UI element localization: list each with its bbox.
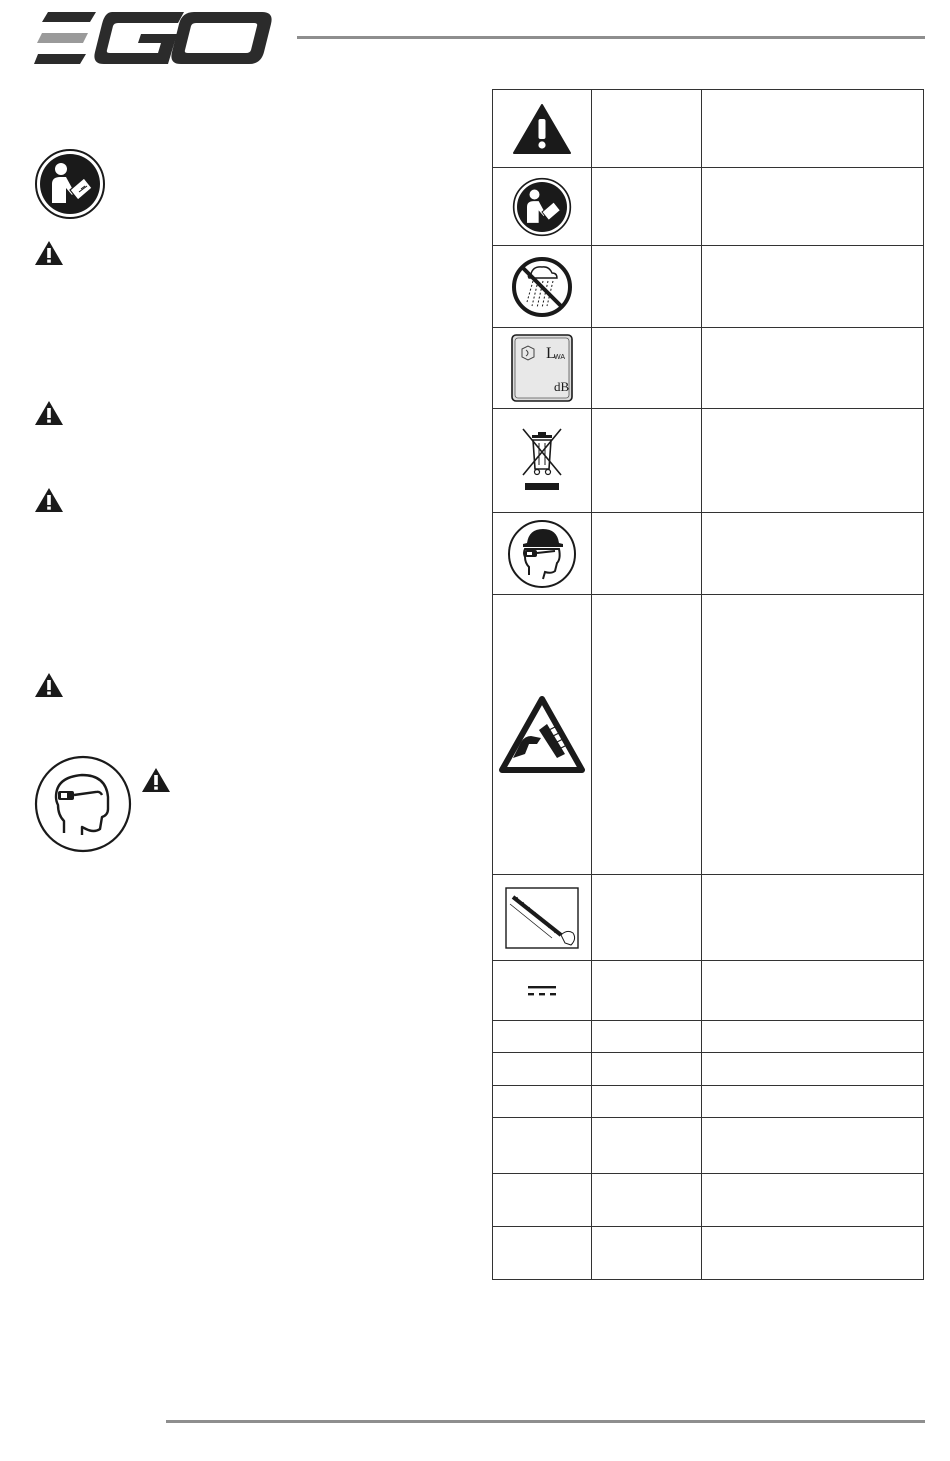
- direct-current-icon: [527, 984, 557, 998]
- svg-text:L: L: [546, 345, 556, 362]
- explanation-cell: [702, 328, 924, 409]
- explanation-cell: [702, 1086, 924, 1118]
- name-cell: [592, 1174, 702, 1227]
- explanation-cell: [702, 875, 924, 961]
- explanation-cell: [702, 1118, 924, 1174]
- name-cell: [592, 409, 702, 513]
- symbol-cell: [493, 90, 592, 168]
- symbol-cell: [493, 1021, 592, 1053]
- head-eye-protection-icon: [507, 519, 577, 589]
- symbol-cell: [493, 1174, 592, 1227]
- table-row: [493, 961, 924, 1021]
- explanation-cell: [702, 90, 924, 168]
- explanation-cell: [702, 1021, 924, 1053]
- table-row: [493, 513, 924, 595]
- warning-triangle-icon: [141, 767, 171, 793]
- svg-text:WA: WA: [554, 354, 566, 361]
- table-row: [493, 1118, 924, 1174]
- name-cell: [592, 168, 702, 246]
- table-row: [493, 1086, 924, 1118]
- table-row: [493, 595, 924, 875]
- symbol-cell: [493, 513, 592, 595]
- symbol-cell: [493, 595, 592, 875]
- blade-length-icon: [505, 887, 579, 949]
- symbol-cell: [493, 168, 592, 246]
- name-cell: [592, 328, 702, 409]
- explanation-cell: [702, 1174, 924, 1227]
- eye-head-protection-icon: [34, 755, 132, 853]
- warning-triangle-icon: [34, 400, 64, 426]
- explanation-cell: [702, 246, 924, 328]
- read-manual-icon: [512, 177, 572, 237]
- symbol-cell: [493, 1227, 592, 1280]
- name-cell: [592, 90, 702, 168]
- explanation-cell: [702, 513, 924, 595]
- symbol-cell: [493, 961, 592, 1021]
- table-row: [493, 328, 924, 409]
- name-cell: [592, 1227, 702, 1280]
- ego-logo: [34, 12, 274, 64]
- explanation-cell: [702, 1053, 924, 1086]
- no-rain-icon: [511, 256, 573, 318]
- table-row: [493, 409, 924, 513]
- table-row: [493, 1021, 924, 1053]
- name-cell: [592, 1053, 702, 1086]
- weee-bin-icon: [517, 425, 567, 497]
- explanation-cell: [702, 1227, 924, 1280]
- table-row: [493, 1174, 924, 1227]
- table-row: [493, 168, 924, 246]
- explanation-cell: [702, 595, 924, 875]
- explanation-cell: [702, 168, 924, 246]
- name-cell: [592, 246, 702, 328]
- blade-hand-hazard-icon: [499, 696, 585, 774]
- symbols-table: [492, 89, 924, 1280]
- warning-triangle-icon: [34, 672, 64, 698]
- explanation-cell: [702, 961, 924, 1021]
- read-manual-icon: [34, 148, 106, 220]
- name-cell: [592, 1086, 702, 1118]
- symbol-cell: [493, 875, 592, 961]
- symbol-cell: [493, 246, 592, 328]
- symbol-cell: [493, 1086, 592, 1118]
- symbol-cell: [493, 328, 592, 409]
- explanation-cell: [702, 409, 924, 513]
- svg-text:dB: dB: [554, 379, 570, 394]
- name-cell: [592, 595, 702, 875]
- table-row: [493, 1053, 924, 1086]
- header-rule: [297, 36, 925, 39]
- name-cell: [592, 875, 702, 961]
- name-cell: [592, 1021, 702, 1053]
- table-row: [493, 1227, 924, 1280]
- footer-rule: [166, 1420, 925, 1423]
- symbol-cell: [493, 1053, 592, 1086]
- table-row: [493, 246, 924, 328]
- table-row: [493, 90, 924, 168]
- table-row: [493, 875, 924, 961]
- warning-triangle-icon: [34, 240, 64, 266]
- symbol-cell: [493, 409, 592, 513]
- name-cell: [592, 961, 702, 1021]
- name-cell: [592, 1118, 702, 1174]
- name-cell: [592, 513, 702, 595]
- warning-triangle-icon: [34, 487, 64, 513]
- symbol-cell: [493, 1118, 592, 1174]
- safety-alert-icon: [512, 103, 572, 155]
- sound-power-label-icon: [510, 333, 574, 403]
